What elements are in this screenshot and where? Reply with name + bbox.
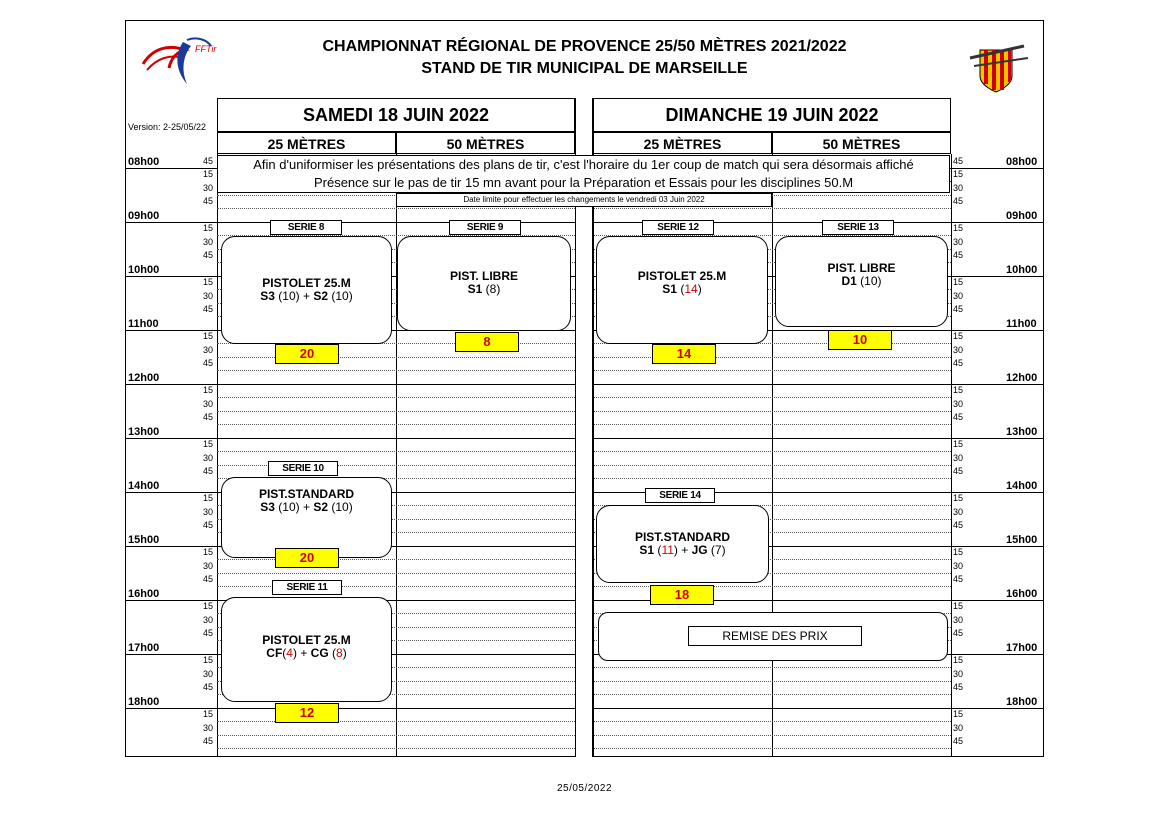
quarter-label: 30 [953, 560, 964, 571]
quarter-label: 30 [203, 452, 214, 463]
hour-label: 09h00 [128, 209, 160, 222]
event-name: PIST.STANDARD [258, 487, 355, 501]
quarter-label: 30 [953, 398, 964, 409]
hour-label: 08h00 [128, 155, 160, 168]
event-name: PISTOLET 25.M [262, 633, 351, 647]
hour-line-right [951, 384, 1044, 385]
event-name: PIST. LIBRE [449, 269, 518, 283]
column-line [951, 154, 952, 757]
quarter-label: 15 [953, 493, 964, 503]
hour-line-right [951, 330, 1044, 331]
quarter-label: 45 [953, 520, 964, 530]
quarter-label: 30 [953, 722, 964, 733]
col-sun-50m: 50 MÈTRES [772, 132, 951, 154]
event-detail: S3 (10) + S2 (10) [260, 289, 353, 303]
quarter-label: 30 [953, 668, 964, 679]
quarter-label: 45 [203, 736, 214, 746]
hour-label: 17h00 [1006, 641, 1038, 654]
quarter-label: 45 [203, 196, 214, 206]
hour-line-right [951, 438, 1044, 439]
hour-label: 15h00 [1006, 533, 1038, 546]
remise-des-prix-label: REMISE DES PRIX [688, 626, 862, 646]
notice-box [217, 155, 950, 193]
event-name: PISTOLET 25.M [262, 276, 351, 290]
quarter-label: 15 [203, 277, 214, 287]
hour-label: 11h00 [1006, 317, 1037, 330]
hour-line-right [951, 708, 1044, 709]
event-name: PIST.STANDARD [634, 530, 731, 544]
deadline-notice: Date limite pour effectuer les changements le vendredi 03 Juin 2022 [396, 193, 772, 207]
quarter-label: 30 [203, 398, 214, 409]
quarter-label: 15 [203, 169, 214, 179]
shooter-count: 12 [275, 703, 339, 723]
hour-label: 16h00 [1006, 587, 1038, 600]
quarter-label: 45 [953, 156, 964, 166]
version-label: Version: 2-25/05/22 [128, 122, 207, 132]
hour-line-right [951, 222, 1044, 223]
quarter-label: 45 [203, 250, 214, 260]
event-detail: CF(4) + CG (8) [266, 646, 347, 660]
quarter-label: 30 [953, 452, 964, 463]
hour-line-right [951, 276, 1044, 277]
quarter-label: 15 [953, 385, 964, 395]
event-detail: S1 (8) [467, 282, 501, 296]
serie-label: SERIE 14 [645, 488, 715, 503]
hour-label: 16h00 [128, 587, 160, 600]
quarter-label: 15 [203, 601, 214, 611]
event-box [775, 236, 948, 327]
hour-label: 13h00 [128, 425, 160, 438]
quarter-label: 30 [953, 614, 964, 625]
hour-line-right [951, 654, 1044, 655]
quarter-label: 45 [203, 304, 214, 314]
quarter-label: 15 [203, 493, 214, 503]
hour-label: 09h00 [1006, 209, 1038, 222]
shooter-count: 8 [455, 332, 519, 352]
quarter-label: 45 [953, 412, 964, 422]
quarter-label: 30 [953, 236, 964, 247]
event-detail: S3 (10) + S2 (10) [260, 500, 353, 514]
event-box [221, 477, 392, 558]
quarter-label: 15 [203, 655, 214, 665]
quarter-label: 45 [953, 304, 964, 314]
quarter-label: 45 [953, 358, 964, 368]
hour-label: 14h00 [128, 479, 160, 492]
quarter-label: 15 [953, 601, 964, 611]
serie-label: SERIE 9 [449, 220, 521, 235]
hour-label: 12h00 [128, 371, 160, 384]
quarter-label: 45 [953, 466, 964, 476]
fftir-logo [135, 30, 225, 90]
quarter-label: 30 [203, 290, 214, 301]
quarter-label: 45 [953, 682, 964, 692]
quarter-label: 45 [203, 574, 214, 584]
quarter-label: 15 [953, 331, 964, 341]
quarter-label: 15 [953, 655, 964, 665]
quarter-label: 15 [203, 223, 214, 233]
event-box [221, 236, 392, 344]
quarter-label: 30 [203, 236, 214, 247]
serie-label: SERIE 11 [272, 580, 342, 595]
serie-label: SERIE 12 [642, 220, 714, 235]
ligue-provence-logo [952, 28, 1042, 98]
hour-label: 08h00 [1006, 155, 1038, 168]
shooter-count: 20 [275, 548, 339, 568]
quarter-label: 30 [203, 614, 214, 625]
quarter-label: 45 [203, 412, 214, 422]
shooter-count: 20 [275, 344, 339, 364]
quarter-label: 15 [203, 547, 214, 557]
quarter-label: 30 [203, 722, 214, 733]
page-subtitle: STAND DE TIR MUNICIPAL DE MARSEILLE [421, 60, 748, 77]
quarter-label: 45 [953, 196, 964, 206]
notice-line-1: Afin d'uniformiser les présentations des plans de tir, c'est l'horaire du 1er coup de match qui sera désormais affiché [253, 157, 914, 172]
quarter-label: 30 [203, 560, 214, 571]
page-title: CHAMPIONNAT RÉGIONAL DE PROVENCE 25/50 MÈTRES 2021/2022 [322, 38, 847, 55]
event-name: PIST. LIBRE [827, 261, 896, 275]
quarter-label: 45 [203, 466, 214, 476]
hour-label: 18h00 [128, 695, 160, 708]
hour-label: 18h00 [1006, 695, 1038, 708]
quarter-label: 30 [203, 506, 214, 517]
event-box [397, 236, 571, 331]
day-header-saturday: SAMEDI 18 JUIN 2022 [217, 98, 575, 132]
quarter-label: 30 [953, 506, 964, 517]
hour-label: 14h00 [1006, 479, 1038, 492]
quarter-label: 30 [203, 344, 214, 355]
quarter-label: 45 [953, 736, 964, 746]
col-sun-25m: 25 MÈTRES [593, 132, 772, 154]
col-sat-25m: 25 MÈTRES [217, 132, 396, 154]
hour-label: 10h00 [128, 263, 160, 276]
shooter-count: 14 [652, 344, 716, 364]
quarter-label: 30 [953, 290, 964, 301]
quarter-label: 45 [953, 628, 964, 638]
quarter-label: 15 [203, 709, 214, 719]
quarter-label: 45 [203, 156, 214, 166]
event-box [596, 236, 768, 344]
quarter-label: 30 [203, 668, 214, 679]
footer-date: 25/05/2022 [556, 783, 613, 794]
hour-label: 13h00 [1006, 425, 1038, 438]
notice-line-2: Présence sur le pas de tir 15 mn avant pour la Préparation et Essais pour les disciplines 50.M [313, 175, 854, 190]
quarter-label: 15 [953, 439, 964, 449]
quarter-label: 30 [953, 344, 964, 355]
quarter-label: 45 [203, 358, 214, 368]
event-detail: S1 (14) [662, 282, 702, 296]
serie-label: SERIE 8 [270, 220, 342, 235]
event-box [221, 597, 392, 702]
quarter-label: 45 [203, 520, 214, 530]
hour-label: 12h00 [1006, 371, 1038, 384]
quarter-label: 45 [203, 682, 214, 692]
quarter-label: 30 [203, 182, 214, 193]
quarter-label: 15 [203, 385, 214, 395]
serie-label: SERIE 13 [822, 220, 894, 235]
quarter-label: 15 [953, 277, 964, 287]
event-detail: D1 (10) [841, 274, 882, 288]
hour-line-right [951, 600, 1044, 601]
day-header-sunday: DIMANCHE 19 JUIN 2022 [593, 98, 951, 132]
hour-label: 10h00 [1006, 263, 1038, 276]
col-sat-50m: 50 MÈTRES [396, 132, 575, 154]
event-detail: S1 (11) + JG (7) [639, 543, 726, 557]
shooter-count: 18 [650, 585, 714, 605]
quarter-label: 15 [953, 709, 964, 719]
quarter-label: 45 [953, 250, 964, 260]
event-box [596, 505, 769, 583]
hour-line-right [951, 168, 1044, 169]
quarter-label: 15 [953, 223, 964, 233]
hour-line-right [951, 492, 1044, 493]
quarter-label: 45 [953, 574, 964, 584]
quarter-label: 45 [203, 628, 214, 638]
event-name: PISTOLET 25.M [637, 269, 727, 283]
quarter-label: 15 [953, 547, 964, 557]
hour-line-right [951, 546, 1044, 547]
fftir-logo-text: FFTir [195, 44, 217, 54]
serie-label: SERIE 10 [268, 461, 338, 476]
quarter-label: 15 [203, 439, 214, 449]
quarter-label: 30 [953, 182, 964, 193]
hour-label: 15h00 [128, 533, 160, 546]
quarter-label: 15 [953, 169, 964, 179]
hour-label: 17h00 [128, 641, 160, 654]
quarter-label: 15 [203, 331, 214, 341]
shooter-count: 10 [828, 330, 892, 350]
hour-label: 11h00 [128, 317, 159, 330]
